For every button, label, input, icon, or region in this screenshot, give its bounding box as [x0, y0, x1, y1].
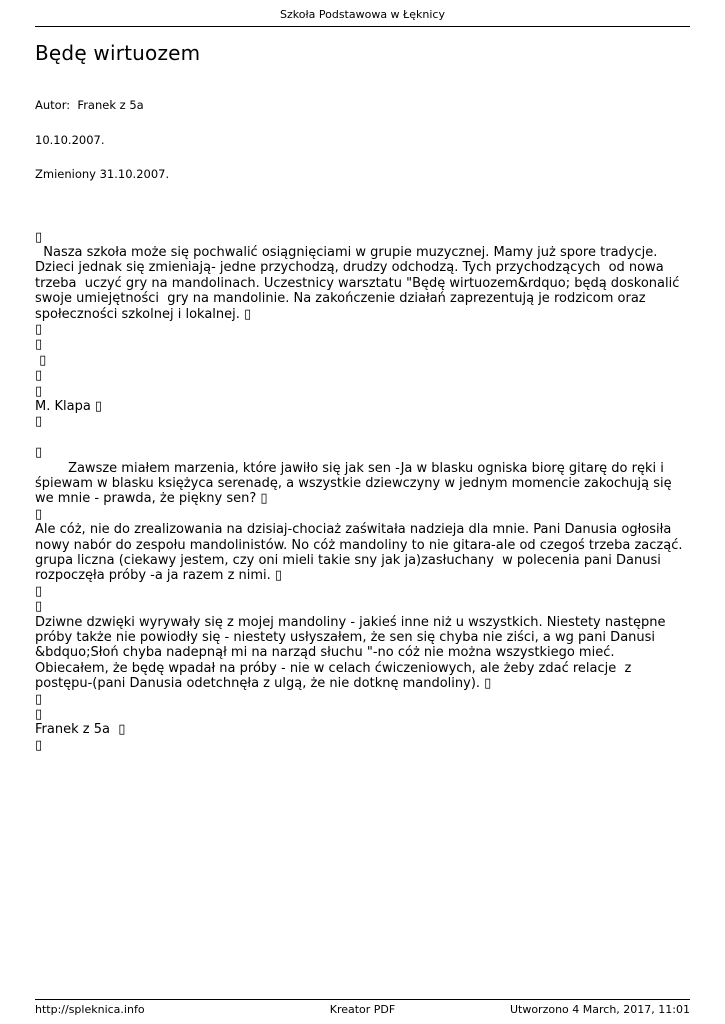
page-header	[35, 0, 690, 27]
body-line: ▯	[35, 321, 43, 337]
body-line: ▯	[35, 506, 43, 522]
date-created: 10.10.2007.	[35, 132, 105, 147]
date-modified: Zmieniony 31.10.2007.	[35, 167, 170, 181]
body-paragraph: Dziwne dzwięki wyrywały się z mojej mandoliny - jakieś inne niż u wszystkich. Niestety następne próby także nie powiodły się - niestety usłyszałem, że sen się chyba nie ziści, a wg pani Danusi &bdquo;Słoń chyba nadepnął mi na narząd słuchu "-no cóż nie można wszystkiego mieć. Obiecałem, że będę wpadał na próby - nie w celach ćwiczeniowych, ale żeby zdać relacje z postępu-(pani Danusia odetchnęła z ulgą, że nie dotknę mandoliny). ▯	[35, 614, 670, 692]
article-meta	[35, 77, 690, 204]
page-footer	[35, 999, 690, 1016]
body-line: ▯	[35, 445, 43, 461]
school-name: Szkoła Podstawowa w Łęknicy	[280, 8, 445, 21]
body-line: ▯	[35, 583, 43, 599]
body-line: ▯	[35, 737, 43, 753]
body-signature: Franek z 5a ▯	[35, 722, 126, 738]
body-line: ▯	[35, 383, 43, 399]
body-signature: M. Klapa ▯	[35, 398, 103, 414]
author-line: Autor: Franek z 5a	[35, 98, 144, 112]
body-line: ▯	[35, 599, 43, 615]
article-body	[35, 230, 690, 754]
article-title: Będę wirtuozem	[35, 41, 201, 65]
body-blank-line	[35, 430, 690, 445]
footer-generator: Kreator PDF	[329, 1003, 396, 1016]
body-line: ▯	[35, 229, 43, 245]
footer-site-url: http://spleknica.info	[35, 1003, 145, 1016]
body-paragraph: Ale cóż, nie do zrealizowania na dzisiaj-chociaż zaświtała nadzieja dla mnie. Pani Danusia ogłosiła nowy nabór do zespołu mandolinistów. No cóż mandoliny to nie gitara-ale od czegoś trzeba zacząć. grupa liczna (ciekawy jestem, czy oni mieli takie sny jak ja)zasłuchany w polecenia pani Danusi rozpoczęła próby -a ja razem z nimi. ▯	[35, 522, 687, 584]
body-line: ▯	[35, 352, 47, 368]
body-line: ▯	[35, 337, 43, 353]
body-line: ▯	[35, 707, 43, 723]
footer-created-timestamp: Utworzono 4 March, 2017, 11:01	[509, 1003, 690, 1016]
body-line: ▯	[35, 368, 43, 384]
body-paragraph: Zawsze miałem marzenia, które jawiło się jak sen -Ja w blasku ogniska biorę gitarę do ręki i śpiewam w blasku księżyca serenadę, a wszystkie dziewczyny w jednym momencie zakochują się we mnie - prawda, że piękny sen? ▯	[35, 460, 676, 507]
body-line: ▯	[35, 414, 43, 430]
body-paragraph: Nasza szkoła może się pochwalić osiągnięciami w grupie muzycznej. Mamy już spore tradycje. Dzieci jednak się zmieniają- jedne przychodzą, drudzy odchodzą. Tych przychodzących od nowa trzeba uczyć gry na mandolinach. Uczestnicy warsztatu "Będę wirtuozem&rdquo; będą doskonalić swoje umiejętności gry na mandolinie. Na zakończenie działań zaprezentują je rodzicom oraz społeczności szkolnej i lokalnej. ▯	[35, 244, 684, 322]
body-line: ▯	[35, 691, 43, 707]
